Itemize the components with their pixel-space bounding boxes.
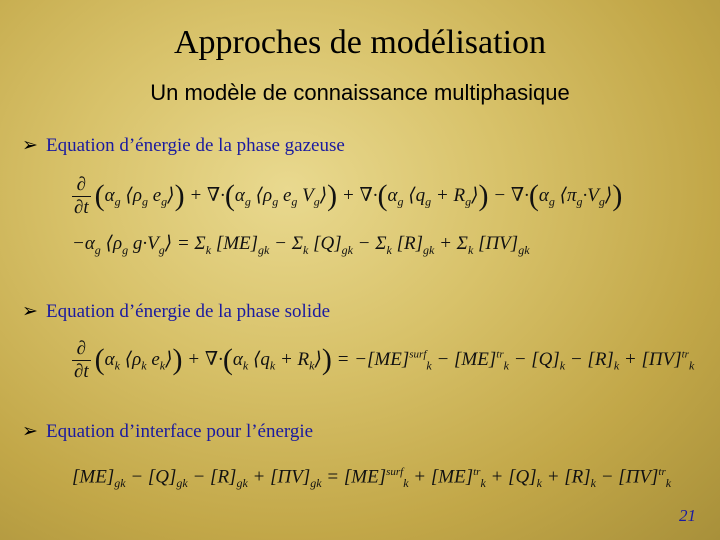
arrow-right-icon: ➢ — [22, 300, 38, 322]
bullet-interface-energy — [22, 420, 313, 443]
equation-gas-line-1: $\frac{\partial}{\partial t}$ ($\alpha_g$ $⟨\rho_g$ $e_g⟩) + \nabla\cdot(\alpha_g$ $⟨\rho_g$ $e_g$ $V_g⟩) + \nabla\cdot(\alpha_g$ $⟨q_g$ + $R_g⟩) - \nabla\cdot(\alpha_g$ $⟨\pi_g\cdot V_g⟩$) — [74, 174, 623, 218]
bullet-label: Equation d’énergie de la phase solide — [46, 301, 331, 322]
slide-title: Approches de modélisation — [173, 24, 547, 61]
page-number: 21 — [679, 506, 696, 525]
bullet-solid-energy — [22, 300, 330, 323]
arrow-right-icon: ➢ — [22, 420, 38, 442]
equation-gas-line-2: $-\alpha_g$ $⟨\rho_g$ $g\cdot V_g⟩ = \Sigma_k$ $[ME]_{gk} - \Sigma_k$ $[Q]_{gk} - \Sigma_k$ $[R]_{gk} + \Sigma_k$ $[\Pi V]_{gk}$ — [72, 233, 530, 257]
bullet-label: Equation d’interface pour l’énergie — [46, 421, 314, 442]
bullet-label: Equation d’énergie de la phase gazeuse — [46, 135, 345, 156]
equation-interface: $[ME]_{gk} - [Q]_{gk} - [R]_{gk} + [\Pi V]_{gk} = [ME]^{surf}_k + [ME]^{tr}_k + [Q]_k + [R]_k - [\Pi V]^{tr}_k$ — [72, 466, 672, 491]
arrow-right-icon: ➢ — [22, 134, 38, 156]
slide-subtitle: Un modèle de connaissance multiphasique — [150, 80, 570, 105]
bullet-gas-energy — [22, 134, 345, 157]
equation-solid: $\frac{\partial}{\partial t}$ ($\alpha_k$ $⟨\rho_k$ $e_k⟩) + \nabla\cdot(\alpha_k$ $⟨q_k$ + $R_k⟩) = -[ME]^{surf}_k - [ME]^{tr}_k - [Q]_k - [R]_k + [\Pi V]^{tr}_k$ — [74, 338, 695, 382]
